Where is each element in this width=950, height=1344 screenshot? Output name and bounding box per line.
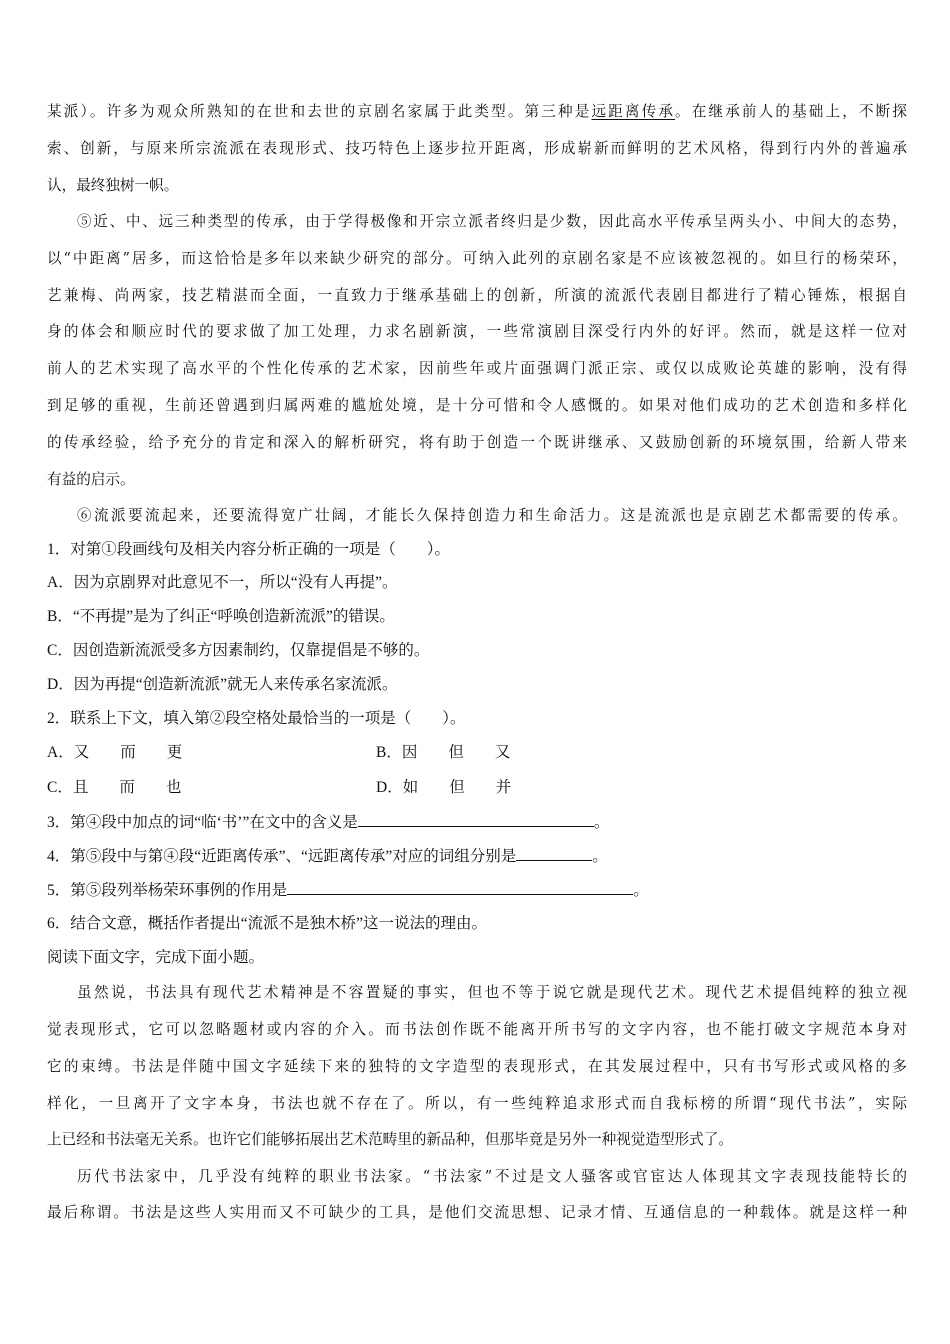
question-2-option-c: C．且 而 也 <box>47 779 182 796</box>
paragraph-line: 的传承经验，给予充分的肯定和深入的解析研究，将有助于创造一个既讲继承、又鼓励创新的环境氛围，给新人带来 <box>47 434 907 451</box>
question-text: 3．第④段中加点的词“临‘书’”在文中的含义是 <box>47 814 358 831</box>
question-text: 5．第⑤段列举杨荣环事例的作用是 <box>47 882 288 899</box>
question-4 <box>47 846 907 867</box>
punctuation: 。 <box>633 882 649 899</box>
paragraph-line: 到足够的重视，生前还曾遇到归属两难的尴尬处境，是十分可惜和令人感慨的。如果对他们成功的艺术创造和多样化 <box>47 397 907 414</box>
question-6: 6．结合文意，概括作者提出“流派不是独木桥”这一说法的理由。 <box>47 915 488 932</box>
paragraph-line: 觉表现形式，它可以忽略题材或内容的介入。而书法创作既不能离开所书写的文字内容，也不能打破文字规范本身对 <box>47 1021 907 1038</box>
answer-blank[interactable] <box>358 812 594 827</box>
text-span: 。在继承前人的基础上，不断探 <box>675 103 907 120</box>
paragraph-line: 上已经和书法毫无关系。也许它们能够拓展出艺术范畴里的新品种，但那毕竟是另外一种视觉造型形式了。 <box>47 1131 733 1148</box>
question-1: 1．对第①段画线句及相关内容分析正确的一项是（ ）。 <box>47 541 451 558</box>
paragraph-line: 样化，一旦离开了文字本身，书法也就不存在了。所以，有一些纯粹追求形式而自我标榜的所谓“现代书法”，实际 <box>47 1095 907 1112</box>
text-span: 某派）。许多为观众所熟知的在世和去世的京剧名家属于此类型。第三种是 <box>47 103 592 120</box>
answer-blank[interactable] <box>287 880 633 895</box>
paragraph-line: 认，最终独树一帜。 <box>47 177 179 194</box>
paragraph-line: ⑤近、中、远三种类型的传承，由于学得极像和开宗立派者终归是少数，因此高水平传承呈两头小、中间大的态势， <box>77 213 907 230</box>
paragraph-line: 身的体会和顺应时代的要求做了加工处理，力求名剧新演，一些常演剧目深受行内外的好评。然而，就是这样一位对 <box>47 323 907 340</box>
question-2: 2．联系上下文，填入第②段空格处最恰当的一项是（ ）。 <box>47 710 466 727</box>
paragraph-line <box>47 102 907 122</box>
question-text: 4．第⑤段中与第④段“近距离传承”、“远距离传承”对应的词组分别是 <box>47 848 517 865</box>
punctuation: 。 <box>592 848 608 865</box>
paragraph-line: ⑥流派要流起来，还要流得宽广壮阔，才能长久保持创造力和生命活力。这是流派也是京剧艺术都需要的传承。 <box>77 507 907 524</box>
question-2-option-a: A．又 而 更 <box>47 744 183 761</box>
paragraph-line: 虽然说，书法具有现代艺术精神是不容置疑的事实，但也不等于说它就是现代艺术。现代艺术提倡纯粹的独立视 <box>77 984 907 1001</box>
paragraph-line: 索、创新，与原来所宗流派在表现形式、技巧特色上逐步拉开距离，形成崭新而鲜明的艺术风格，得到行内外的普遍承 <box>47 140 907 157</box>
paragraph-line: 最后称谓。书法是这些人实用而又不可缺少的工具，是他们交流思想、记录才情、互通信息的一种载体。就是这样一种 <box>47 1204 907 1221</box>
paragraph-line: 艺兼梅、尚两家，技艺精湛而全面，一直致力于继承基础上的创新，所演的流派代表剧目都进行了精心锤炼，根据自 <box>47 287 907 304</box>
paragraph-line: 有益的启示。 <box>47 471 135 488</box>
question-1-option-c: C．因创造新流派受多方因素制约，仅靠提倡是不够的。 <box>47 642 430 659</box>
question-2-option-b: B．因 但 又 <box>376 744 511 761</box>
question-5 <box>47 880 907 901</box>
reading-intro: 阅读下面文字，完成下面小题。 <box>47 949 265 966</box>
punctuation: 。 <box>593 814 610 831</box>
answer-blank[interactable] <box>516 846 592 861</box>
question-1-option-d: D．因为再提“创造新流派”就无人来传承名家流派。 <box>47 676 398 693</box>
question-1-option-a: A．因为京剧界对此意见不一，所以“没有人再提”。 <box>47 574 398 591</box>
question-1-option-b: B．“不再提”是为了纠正“呼唤创造新流派”的错误。 <box>47 608 395 625</box>
paragraph-line: 历代书法家中，几乎没有纯粹的职业书法家。“书法家”不过是文人骚客或官宦达人体现其文字表现技能特长的 <box>77 1168 907 1185</box>
question-2-option-d: D．如 但 并 <box>376 779 512 796</box>
paragraph-line: 它的束缚。书法是伴随中国文字延续下来的独特的文字造型的表现形式，在其发展过程中，只有书写形式或风格的多 <box>47 1058 907 1075</box>
paragraph-line: 以“中距离”居多，而这恰恰是多年以来缺少研究的部分。可纳入此列的京剧名家是不应该被忽视的。如旦行的杨荣环， <box>47 250 907 267</box>
question-3 <box>47 812 907 833</box>
paragraph-line: 前人的艺术实现了高水平的个性化传承的艺术家，因前些年或片面强调门派正宗、或仅以成败论英雄的影响，没有得 <box>47 360 907 377</box>
underlined-term: 远距离传承 <box>591 103 676 120</box>
